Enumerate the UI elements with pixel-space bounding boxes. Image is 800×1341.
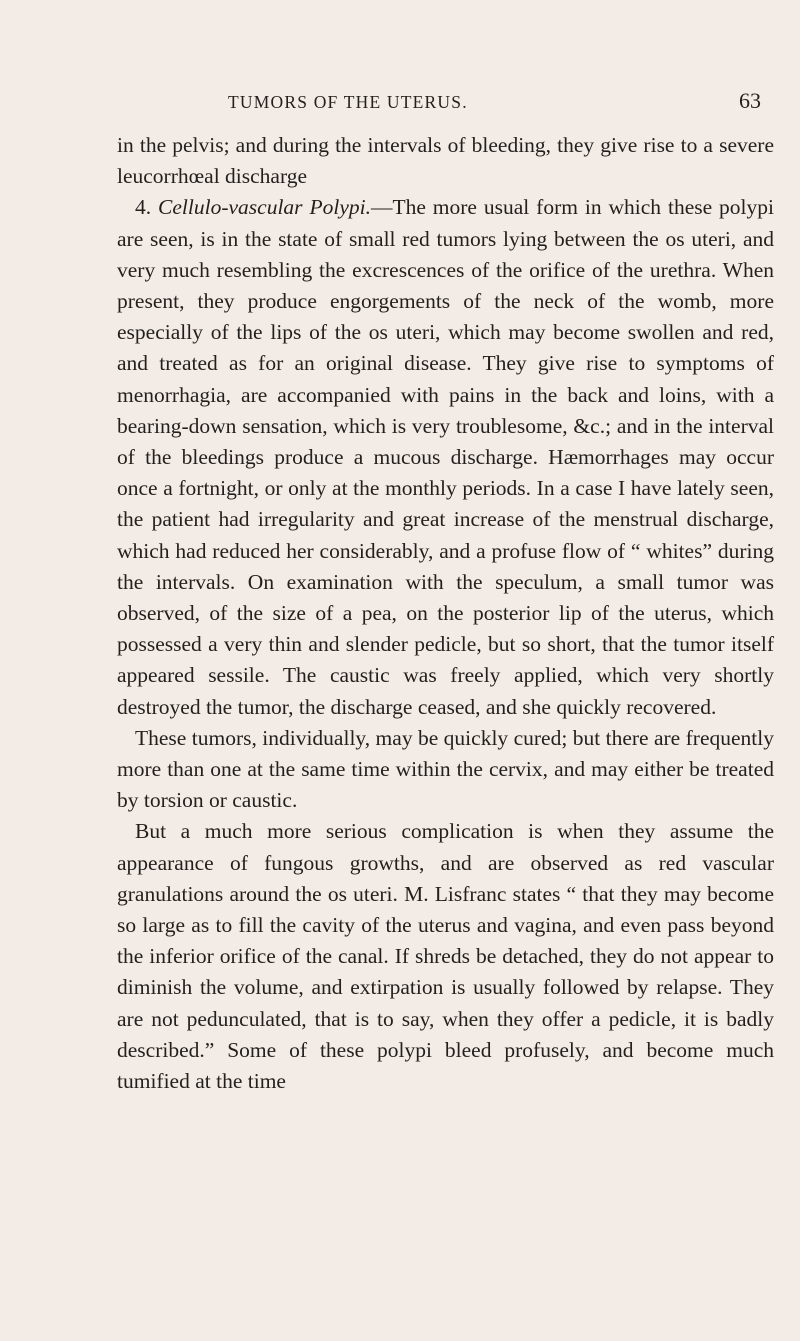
running-head: TUMORS OF THE UTERUS. — [228, 92, 468, 112]
section-number: 4. — [135, 195, 152, 220]
paragraph-text: These tumors, individually, may be quickly cured; but there are frequently more than one at the same time within the cervix, and may either be treated by torsion or caustic. — [117, 725, 774, 813]
section-heading: Cellulo-vascular Polypi. — [158, 195, 371, 220]
paragraph-individual-cure — [117, 723, 774, 817]
paragraph-continuation — [117, 130, 774, 192]
paragraph-cellulo-vascular-polypi — [117, 192, 774, 722]
body-text — [117, 130, 774, 1097]
paragraph-text: in the pelvis; and during the intervals of bleeding, they give rise to a severe leucorrhœal discharge — [117, 133, 774, 189]
paragraph-text: But a much more serious complication is when they assume the appearance of fungous growths, and are observed as red vascular granulations around the os uteri. M. Lisfranc states “ that they may become so large as to fill the cavity of the uterus and vagina, and even pass beyond the inferior orifice of the canal. If shreds be detached, they do not appear to diminish the volume, and extirpation is usually followed by relapse. They are not pedunculated, that is to say, when they offer a pedicle, it is badly described.” Some of these polypi bleed profusely, and become much tumified at the time — [117, 819, 774, 1094]
paragraph-fungous-growths — [117, 816, 774, 1097]
page-number: 63 — [739, 88, 761, 113]
paragraph-text: —The more usual form in which these polypi are seen, is in the state of small red tumors lying between the os uteri, and very much resembling the excrescences of the orifice of the urethra. When present, they produce engorgements of the neck of the womb, more especially of the lips of the os uteri, which may become swollen and red, and treated as for an original disease. They give rise to symptoms of menorrhagia, are accompanied with pains in the back and loins, with a bearing-down sensation, which is very troublesome, &c.; and in the interval of the bleedings produce a mucous discharge. Hæmorrhages may occur once a fortnight, or only at the monthly periods. In a case I have lately seen, the patient had irregularity and great increase of the menstrual discharge, which had reduced her considerably, and a profuse flow of “ whites” during the intervals. On examination with the speculum, a small tumor was observed, of the size of a pea, on the posterior lip of the uterus, which possessed a very thin and slender pedicle, but so short, that the tumor itself appeared sessile. The caustic was freely applied, which very shortly destroyed the tumor, the discharge ceased, and she quickly recovered. — [117, 195, 775, 719]
